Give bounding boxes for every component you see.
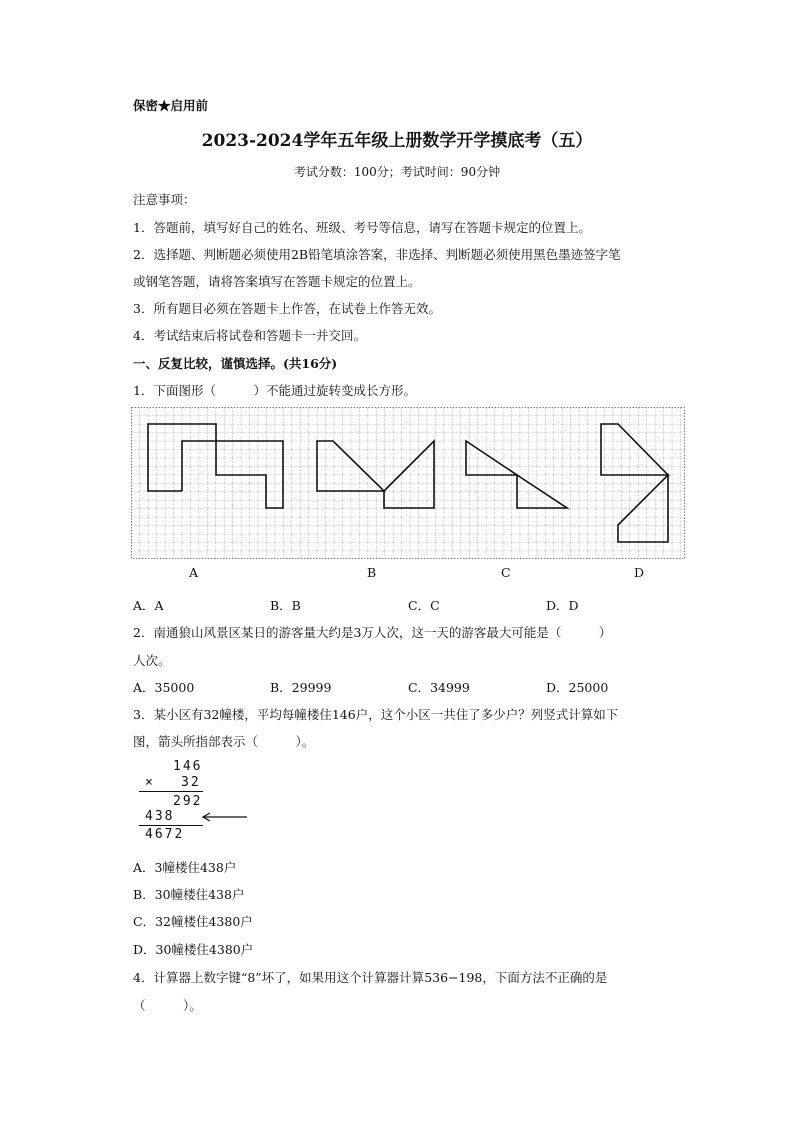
q1-option-b[interactable]: B．B [270,598,301,613]
vertical-multiplication [133,757,263,847]
question-2-stem-cont: 人次。 [133,653,171,668]
q3-option-c[interactable]: C．32幢楼住4380户 [133,914,253,929]
notes-heading: 注意事项： [133,192,196,207]
q3-option-a[interactable]: A．3幢楼住438户 [133,860,237,875]
note-item: 或钢笔答题，请将答案填写在答题卡规定的位置上。 [133,274,421,289]
question-4-stem: 4．计算器上数字键“8”坏了，如果用这个计算器计算536−198，下面方法不正确的是 [133,970,608,985]
note-item: 1．答题前，填写好自己的姓名、班级、考号等信息，请写在答题卡规定的位置上。 [133,220,591,235]
q3-option-b[interactable]: B．30幢楼住438户 [133,887,245,902]
question-2-stem: 2．南通狼山风景区某日的游客量大约是3万人次，这一天的游客最大可能是（ ） [133,625,612,640]
question-3-stem: 3．某小区有32幢楼，平均每幢楼住146户，这个小区一共住了多少户？列竖式计算如下 [133,707,619,722]
q2-option-c[interactable]: C．34999 [408,680,470,695]
exam-info: 考试分数：100分；考试时间：90分钟 [293,165,501,179]
page-title: 2023-2024学年五年级上册数学开学摸底考（五） [201,131,593,151]
question-3-stem-cont: 图，箭头所指部表示（ ）。 [133,734,315,749]
figure-label-b: B [367,565,377,580]
question-1-stem: 1．下面图形（ ）不能通过旋转变成长方形。 [133,383,416,398]
q3-option-d[interactable]: D．30幢楼住4380户 [133,942,254,957]
grid-figures [131,407,685,559]
figure-label-a: A [189,565,199,580]
left-arrow-icon [201,811,249,823]
multiplicand: 146 [173,759,203,774]
partial-product-2: 438 [145,809,175,824]
section-title: 一、反复比较，谨慎选择。(共16分) [133,356,338,371]
product-result: 4672 [145,827,185,842]
divider-line [139,825,203,826]
times-sign: × [145,775,155,790]
q1-option-c[interactable]: C．C [408,598,440,613]
figure-grid [131,407,685,563]
confidential-mark: 保密★启用前 [133,98,209,113]
figure-label-c: C [501,565,511,580]
q2-option-b[interactable]: B．29999 [270,680,332,695]
figure-label-d: D [634,565,645,580]
note-item: 2．选择题、判断题必须使用2B铅笔填涂答案，非选择、判断题必须使用黑色墨迹签字笔 [133,247,621,262]
note-item: 4．考试结束后将试卷和答题卡一并交回。 [133,328,366,343]
multiplier: 32 [181,775,201,790]
q2-option-a[interactable]: A．35000 [133,680,195,695]
question-4-stem-cont: （ ）。 [133,998,202,1013]
q1-option-d[interactable]: D．D [546,598,579,613]
note-item: 3．所有题目必须在答题卡上作答，在试卷上作答无效。 [133,301,441,316]
q2-option-d[interactable]: D．25000 [546,680,609,695]
divider-line [139,791,203,792]
partial-product-1: 292 [173,794,203,809]
q1-option-a[interactable]: A．A [133,598,164,613]
